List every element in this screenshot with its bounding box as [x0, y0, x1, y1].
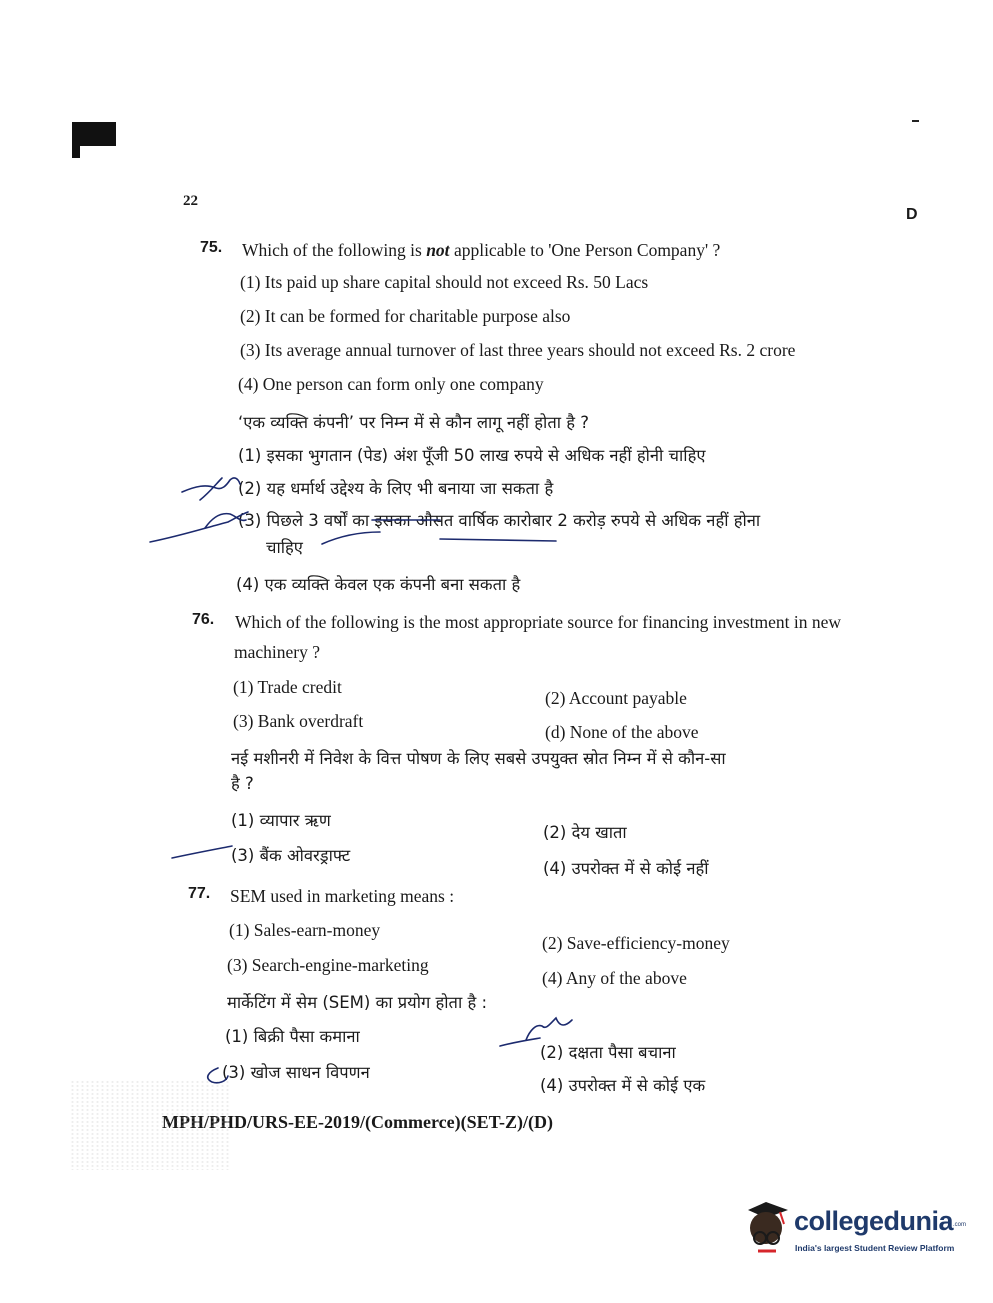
- pen-mark-q75-3: [150, 512, 248, 542]
- question-number: 75.: [200, 239, 223, 256]
- hindi-option: (2) यह धर्मार्थ उद्देश्य के लिए भी बनाया जा सकता है: [238, 479, 554, 498]
- hindi-option: (4) उपरोक्त में से कोई नहीं: [543, 859, 709, 878]
- question-number: 76.: [192, 611, 215, 628]
- option: (d) None of the above: [545, 722, 699, 742]
- pen-underline-q75-3b: [440, 539, 556, 541]
- option: (1) Sales-earn-money: [229, 920, 381, 940]
- hindi-option-continued: चाहिए: [266, 538, 303, 557]
- option: (1) Trade credit: [233, 677, 342, 697]
- hindi-option: (3) खोज साधन विपणन: [222, 1063, 370, 1082]
- paper-code-footer: MPH/PHD/URS-EE-2019/(Commerce)(SET-Z)/(D): [162, 1112, 553, 1132]
- hindi-option: (3) पिछले 3 वर्षों का इसका औसत वार्षिक कारोबार 2 करोड़ रुपये से अधिक नहीं होना: [238, 511, 761, 530]
- question-text: Which of the following is not applicable to 'One Person Company' ?: [242, 240, 721, 260]
- registration-mark: [72, 122, 116, 146]
- option: (4) Any of the above: [542, 968, 687, 988]
- pen-mark-q75-2: [182, 478, 240, 492]
- page-number: 22: [183, 193, 198, 209]
- hindi-option: (1) व्यापार ऋण: [231, 811, 331, 830]
- scan-noise: [70, 1080, 230, 1170]
- hindi-option: (3) बैंक ओवरड्राफ्ट: [231, 846, 351, 865]
- option: (3) Search-engine-marketing: [227, 955, 429, 975]
- option: (2) Save-efficiency-money: [542, 933, 730, 953]
- pen-underline-q75-3: [322, 532, 380, 544]
- hindi-option: (1) इसका भुगतान (पेड) अंश पूँजी 50 लाख रुपये से अधिक नहीं होनी चाहिए: [238, 446, 706, 465]
- pen-mark-q77-2b: [526, 1018, 572, 1040]
- brand-suffix: .com: [953, 1222, 967, 1228]
- option: (1) Its paid up share capital should not exceed Rs. 50 Lacs: [240, 272, 649, 292]
- brand-name: collegedunia: [794, 1206, 954, 1236]
- option: (2) Account payable: [545, 688, 687, 708]
- hindi-option: (2) देय खाता: [543, 823, 627, 842]
- pen-mark-q77-2: [500, 1038, 540, 1046]
- question-number: 77.: [188, 885, 211, 902]
- hindi-question-text: ‘एक व्यक्ति कंपनी’ पर निम्न में से कौन लागू नहीं होता है ?: [238, 413, 590, 432]
- option: (3) Bank overdraft: [233, 711, 364, 731]
- hindi-option: (4) एक व्यक्ति केवल एक कंपनी बना सकता है: [236, 575, 521, 594]
- option: (2) It can be formed for charitable purpose also: [240, 306, 571, 326]
- option: (3) Its average annual turnover of last three years should not exceed Rs. 2 crore: [240, 340, 796, 360]
- option: (4) One person can form only one company: [238, 374, 544, 394]
- hindi-question-text: नई मशीनरी में निवेश के वित्त पोषण के लिए सबसे उपयुक्त स्रोत निम्न में से कौन-सा: [231, 749, 726, 768]
- set-code: D: [906, 206, 918, 223]
- corner-tick: [912, 120, 919, 122]
- hindi-option: (1) बिक्री पैसा कमाना: [225, 1027, 360, 1046]
- pen-mark-q75-2b: [200, 478, 222, 500]
- hindi-question-text: मार्केटिंग में सेम (SEM) का प्रयोग होता है :: [227, 993, 488, 1012]
- question-text: Which of the following is the most appropriate source for financing investment in new: [235, 612, 842, 632]
- question-text-continued: machinery ?: [234, 642, 320, 662]
- pen-mark-q76-3: [172, 846, 232, 858]
- hindi-question-text-continued: है ?: [231, 774, 254, 793]
- question-text: SEM used in marketing means :: [230, 886, 455, 906]
- hindi-option: (4) उपरोक्त में से कोई एक: [540, 1076, 706, 1095]
- hindi-option: (2) दक्षता पैसा बचाना: [540, 1043, 676, 1062]
- brand-tagline: India's largest Student Review Platform: [795, 1243, 955, 1253]
